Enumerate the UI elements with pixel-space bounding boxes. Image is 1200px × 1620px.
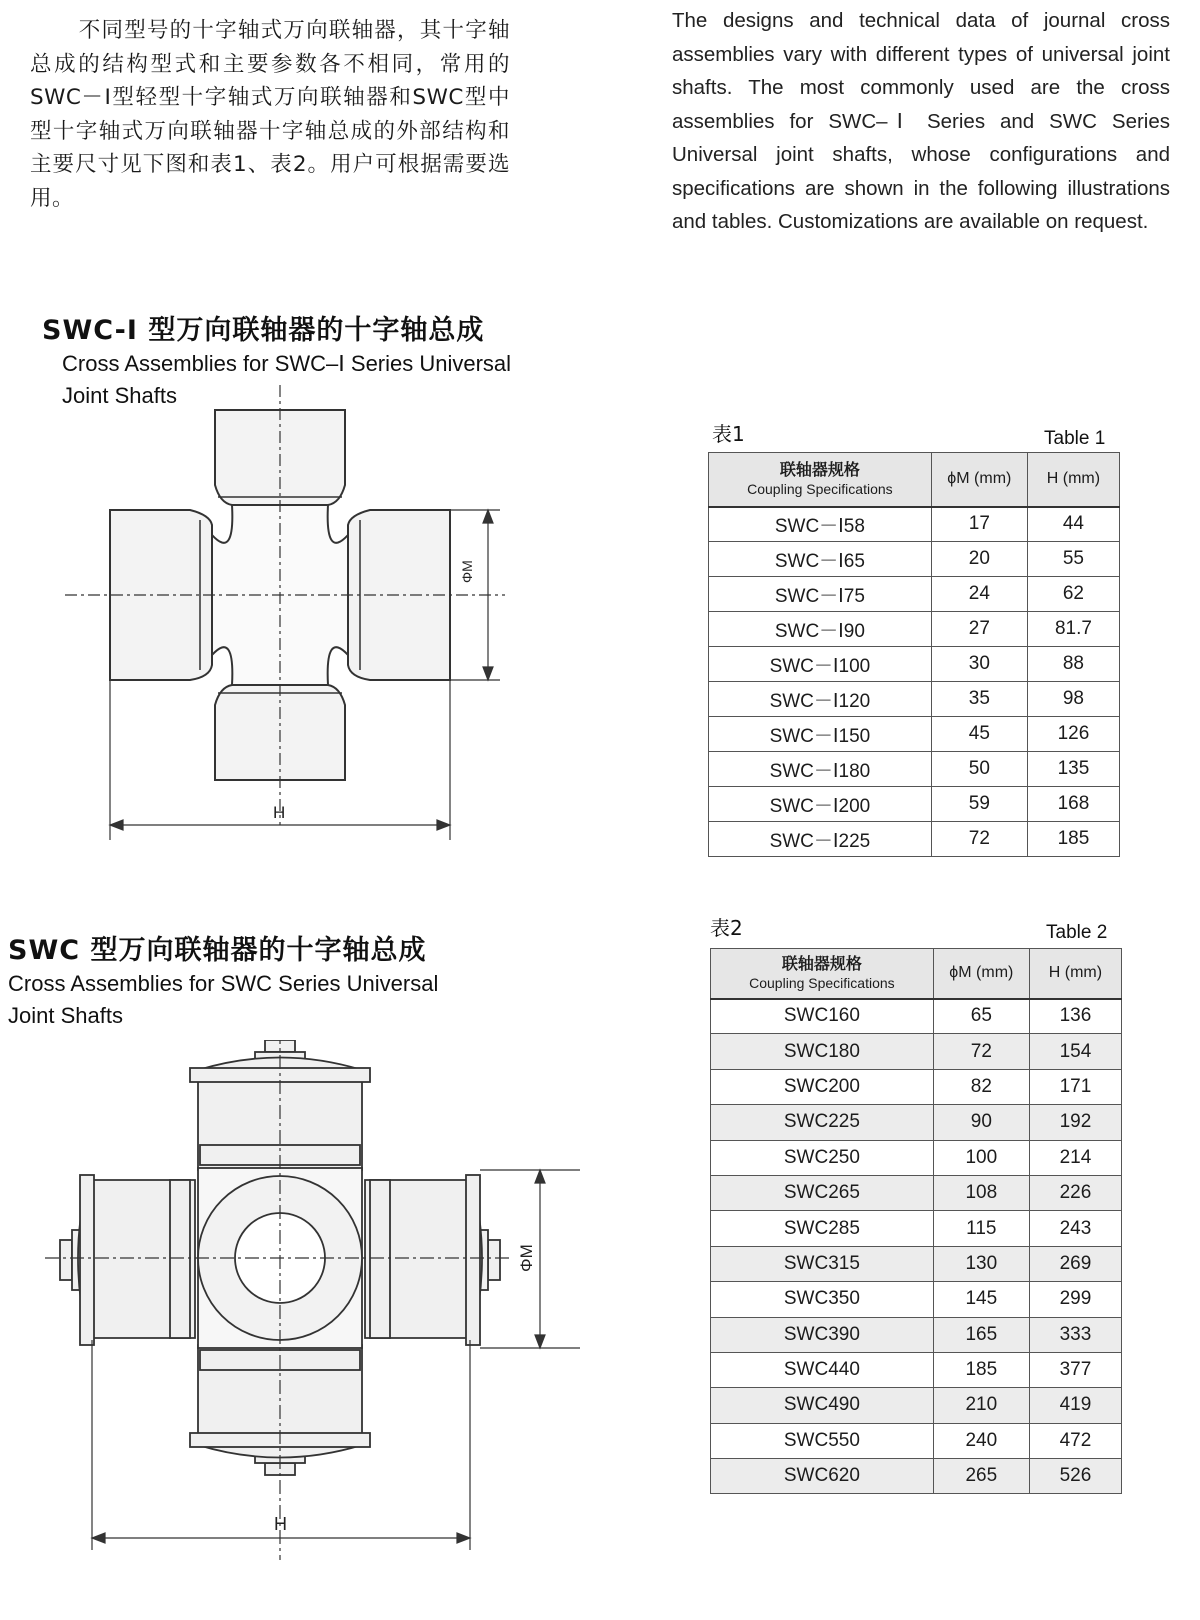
table-row (709, 577, 1120, 612)
table-row (709, 717, 1120, 752)
table-row (711, 1388, 1122, 1423)
m-cell: 65 (933, 999, 1029, 1034)
spec-cell: SWC160 (711, 999, 934, 1034)
table-row (709, 507, 1120, 542)
spec-cell: SWC200 (711, 1069, 934, 1104)
spec-cell: SWC225 (711, 1105, 934, 1140)
h-cell: 171 (1029, 1069, 1121, 1104)
spec-cell: SWC180 (711, 1034, 934, 1069)
m-cell: 185 (933, 1352, 1029, 1387)
m-cell: 130 (933, 1246, 1029, 1281)
h-cell: 269 (1029, 1246, 1121, 1281)
h-cell: 126 (1027, 717, 1119, 752)
m-cell: 108 (933, 1175, 1029, 1210)
section1-title-chinese: SWC-I 型万向联轴器的十字轴总成 (42, 315, 485, 346)
table2-header-row (711, 949, 1122, 999)
table1-header-row (709, 453, 1120, 507)
table2 (710, 948, 1122, 1494)
h-cell: 299 (1029, 1282, 1121, 1317)
section2-title-chinese: SWC 型万向联轴器的十字轴总成 (8, 935, 427, 966)
table-row (709, 822, 1120, 857)
table-row (711, 1034, 1122, 1069)
spec-cell: SWC265 (711, 1175, 934, 1210)
h-cell: 168 (1027, 787, 1119, 822)
table1 (708, 452, 1120, 857)
h-cell: 214 (1029, 1140, 1121, 1175)
h-cell: 226 (1029, 1175, 1121, 1210)
table-row (709, 612, 1120, 647)
h-cell: 62 (1027, 577, 1119, 612)
table1-header-spec-zh: 联轴器规格 (779, 460, 860, 480)
spec-cell: SWC－Ⅰ58 (709, 507, 932, 542)
spec-cell: SWC－Ⅰ65 (709, 542, 932, 577)
left-bolt-head (60, 1240, 72, 1280)
m-cell: 59 (931, 787, 1027, 822)
spec-cell: SWC315 (711, 1246, 934, 1281)
table-row (709, 542, 1120, 577)
h-cell: 136 (1029, 999, 1121, 1034)
table-row (711, 1069, 1122, 1104)
swc-cross-assembly-drawing (40, 1040, 640, 1610)
intro-chinese-text: 不同型号的十字轴式万向联轴器，其十字轴总成的结构型式和主要参数各不相同，常用的SWC－Ⅰ型轻型十字轴式万向联轴器和SWC型中型十字轴式万向联轴器十字轴总成的外部结构和主要尺寸见下图和表1、表2。用户可根据需要选用。 (30, 18, 510, 211)
table2-caption-chinese: 表2 (710, 916, 743, 940)
h-cell: 55 (1027, 542, 1119, 577)
spec-cell: SWC250 (711, 1140, 934, 1175)
m-cell: 165 (933, 1317, 1029, 1352)
table-row (711, 1317, 1122, 1352)
dimension-phi-m-label: ΦM (517, 1244, 536, 1272)
m-cell: 210 (933, 1388, 1029, 1423)
table-row (711, 1246, 1122, 1281)
h-cell: 419 (1029, 1388, 1121, 1423)
table2-header-spec (711, 949, 934, 999)
h-cell: 154 (1029, 1034, 1121, 1069)
h-cell: 377 (1029, 1352, 1121, 1387)
table-row (709, 752, 1120, 787)
m-cell: 35 (931, 682, 1027, 717)
h-cell: 526 (1029, 1459, 1121, 1494)
table-row (711, 1282, 1122, 1317)
section1-title-english-line1: Cross Assemblies for SWC–Ⅰ Series Universal (62, 351, 512, 376)
right-bolt-head (488, 1240, 500, 1280)
m-cell: 72 (931, 822, 1027, 857)
spec-cell: SWC490 (711, 1388, 934, 1423)
table2-header-m: ϕM (mm) (933, 949, 1029, 999)
table-row (711, 1105, 1122, 1140)
spec-cell: SWC620 (711, 1459, 934, 1494)
table2-header-spec-en: Coupling Specifications (749, 975, 895, 992)
section1-title-english-line2: Joint Shafts (62, 383, 177, 408)
table-row (711, 1140, 1122, 1175)
m-cell: 50 (931, 752, 1027, 787)
spec-cell: SWC－Ⅰ100 (709, 647, 932, 682)
spec-cell: SWC－Ⅰ225 (709, 822, 932, 857)
m-cell: 17 (931, 507, 1027, 542)
m-cell: 100 (933, 1140, 1029, 1175)
m-cell: 72 (933, 1034, 1029, 1069)
table-row (711, 1459, 1122, 1494)
spec-cell: SWC－Ⅰ200 (709, 787, 932, 822)
spec-cell: SWC350 (711, 1282, 934, 1317)
table-row (711, 1175, 1122, 1210)
m-cell: 30 (931, 647, 1027, 682)
swc-i-cross-assembly-drawing (40, 385, 580, 865)
m-cell: 115 (933, 1211, 1029, 1246)
m-cell: 24 (931, 577, 1027, 612)
h-cell: 88 (1027, 647, 1119, 682)
m-cell: 45 (931, 717, 1027, 752)
table1-header-spec-en: Coupling Specifications (747, 481, 893, 498)
dimension-h-label: H (274, 1514, 287, 1534)
dimension-h-label: H (273, 803, 286, 822)
h-cell: 472 (1029, 1423, 1121, 1458)
m-cell: 90 (933, 1105, 1029, 1140)
table2-caption-english: Table 2 (1046, 922, 1108, 943)
table2-header-spec-zh: 联轴器规格 (781, 954, 862, 974)
spec-cell: SWC285 (711, 1211, 934, 1246)
table-row (709, 787, 1120, 822)
table1-header-spec (709, 453, 932, 507)
h-cell: 243 (1029, 1211, 1121, 1246)
spec-cell: SWC－Ⅰ180 (709, 752, 932, 787)
m-cell: 20 (931, 542, 1027, 577)
table-row (709, 647, 1120, 682)
table1-caption-english: Table 1 (1044, 428, 1106, 449)
table-row (711, 999, 1122, 1034)
h-cell: 333 (1029, 1317, 1121, 1352)
spec-cell: SWC－Ⅰ150 (709, 717, 932, 752)
h-cell: 135 (1027, 752, 1119, 787)
m-cell: 240 (933, 1423, 1029, 1458)
intro-chinese-paragraph (30, 14, 510, 215)
table1-header-h: H (mm) (1027, 453, 1119, 507)
intro-english-paragraph: The designs and technical data of journal cross assemblies vary with different types of universal joint shafts. The most commonly used are the cross assemblies for SWC–Ⅰ Series and SWC Series Universal joint shafts, whose configurations and specifications are shown in the following illustrations and tables. Customizations are available on request. (672, 9, 1170, 233)
h-cell: 192 (1029, 1105, 1121, 1140)
spec-cell: SWC－Ⅰ90 (709, 612, 932, 647)
h-cell: 44 (1027, 507, 1119, 542)
m-cell: 265 (933, 1459, 1029, 1494)
table-row (711, 1352, 1122, 1387)
table-row (711, 1423, 1122, 1458)
spec-cell: SWC－Ⅰ75 (709, 577, 932, 612)
section2-title-english-line2: Joint Shafts (8, 1003, 123, 1028)
m-cell: 145 (933, 1282, 1029, 1317)
h-cell: 98 (1027, 682, 1119, 717)
m-cell: 82 (933, 1069, 1029, 1104)
section2-title-english-line1: Cross Assemblies for SWC Series Universal (8, 971, 439, 996)
h-cell: 185 (1027, 822, 1119, 857)
spec-cell: SWC390 (711, 1317, 934, 1352)
table1-caption-chinese: 表1 (712, 422, 745, 446)
spec-cell: SWC550 (711, 1423, 934, 1458)
spec-cell: SWC－Ⅰ120 (709, 682, 932, 717)
h-cell: 81.7 (1027, 612, 1119, 647)
m-cell: 27 (931, 612, 1027, 647)
table-row (711, 1211, 1122, 1246)
table1-header-m: ϕM (mm) (931, 453, 1027, 507)
table2-header-h: H (mm) (1029, 949, 1121, 999)
dimension-phi-m-label: ΦM (459, 560, 475, 583)
spec-cell: SWC440 (711, 1352, 934, 1387)
table-row (709, 682, 1120, 717)
